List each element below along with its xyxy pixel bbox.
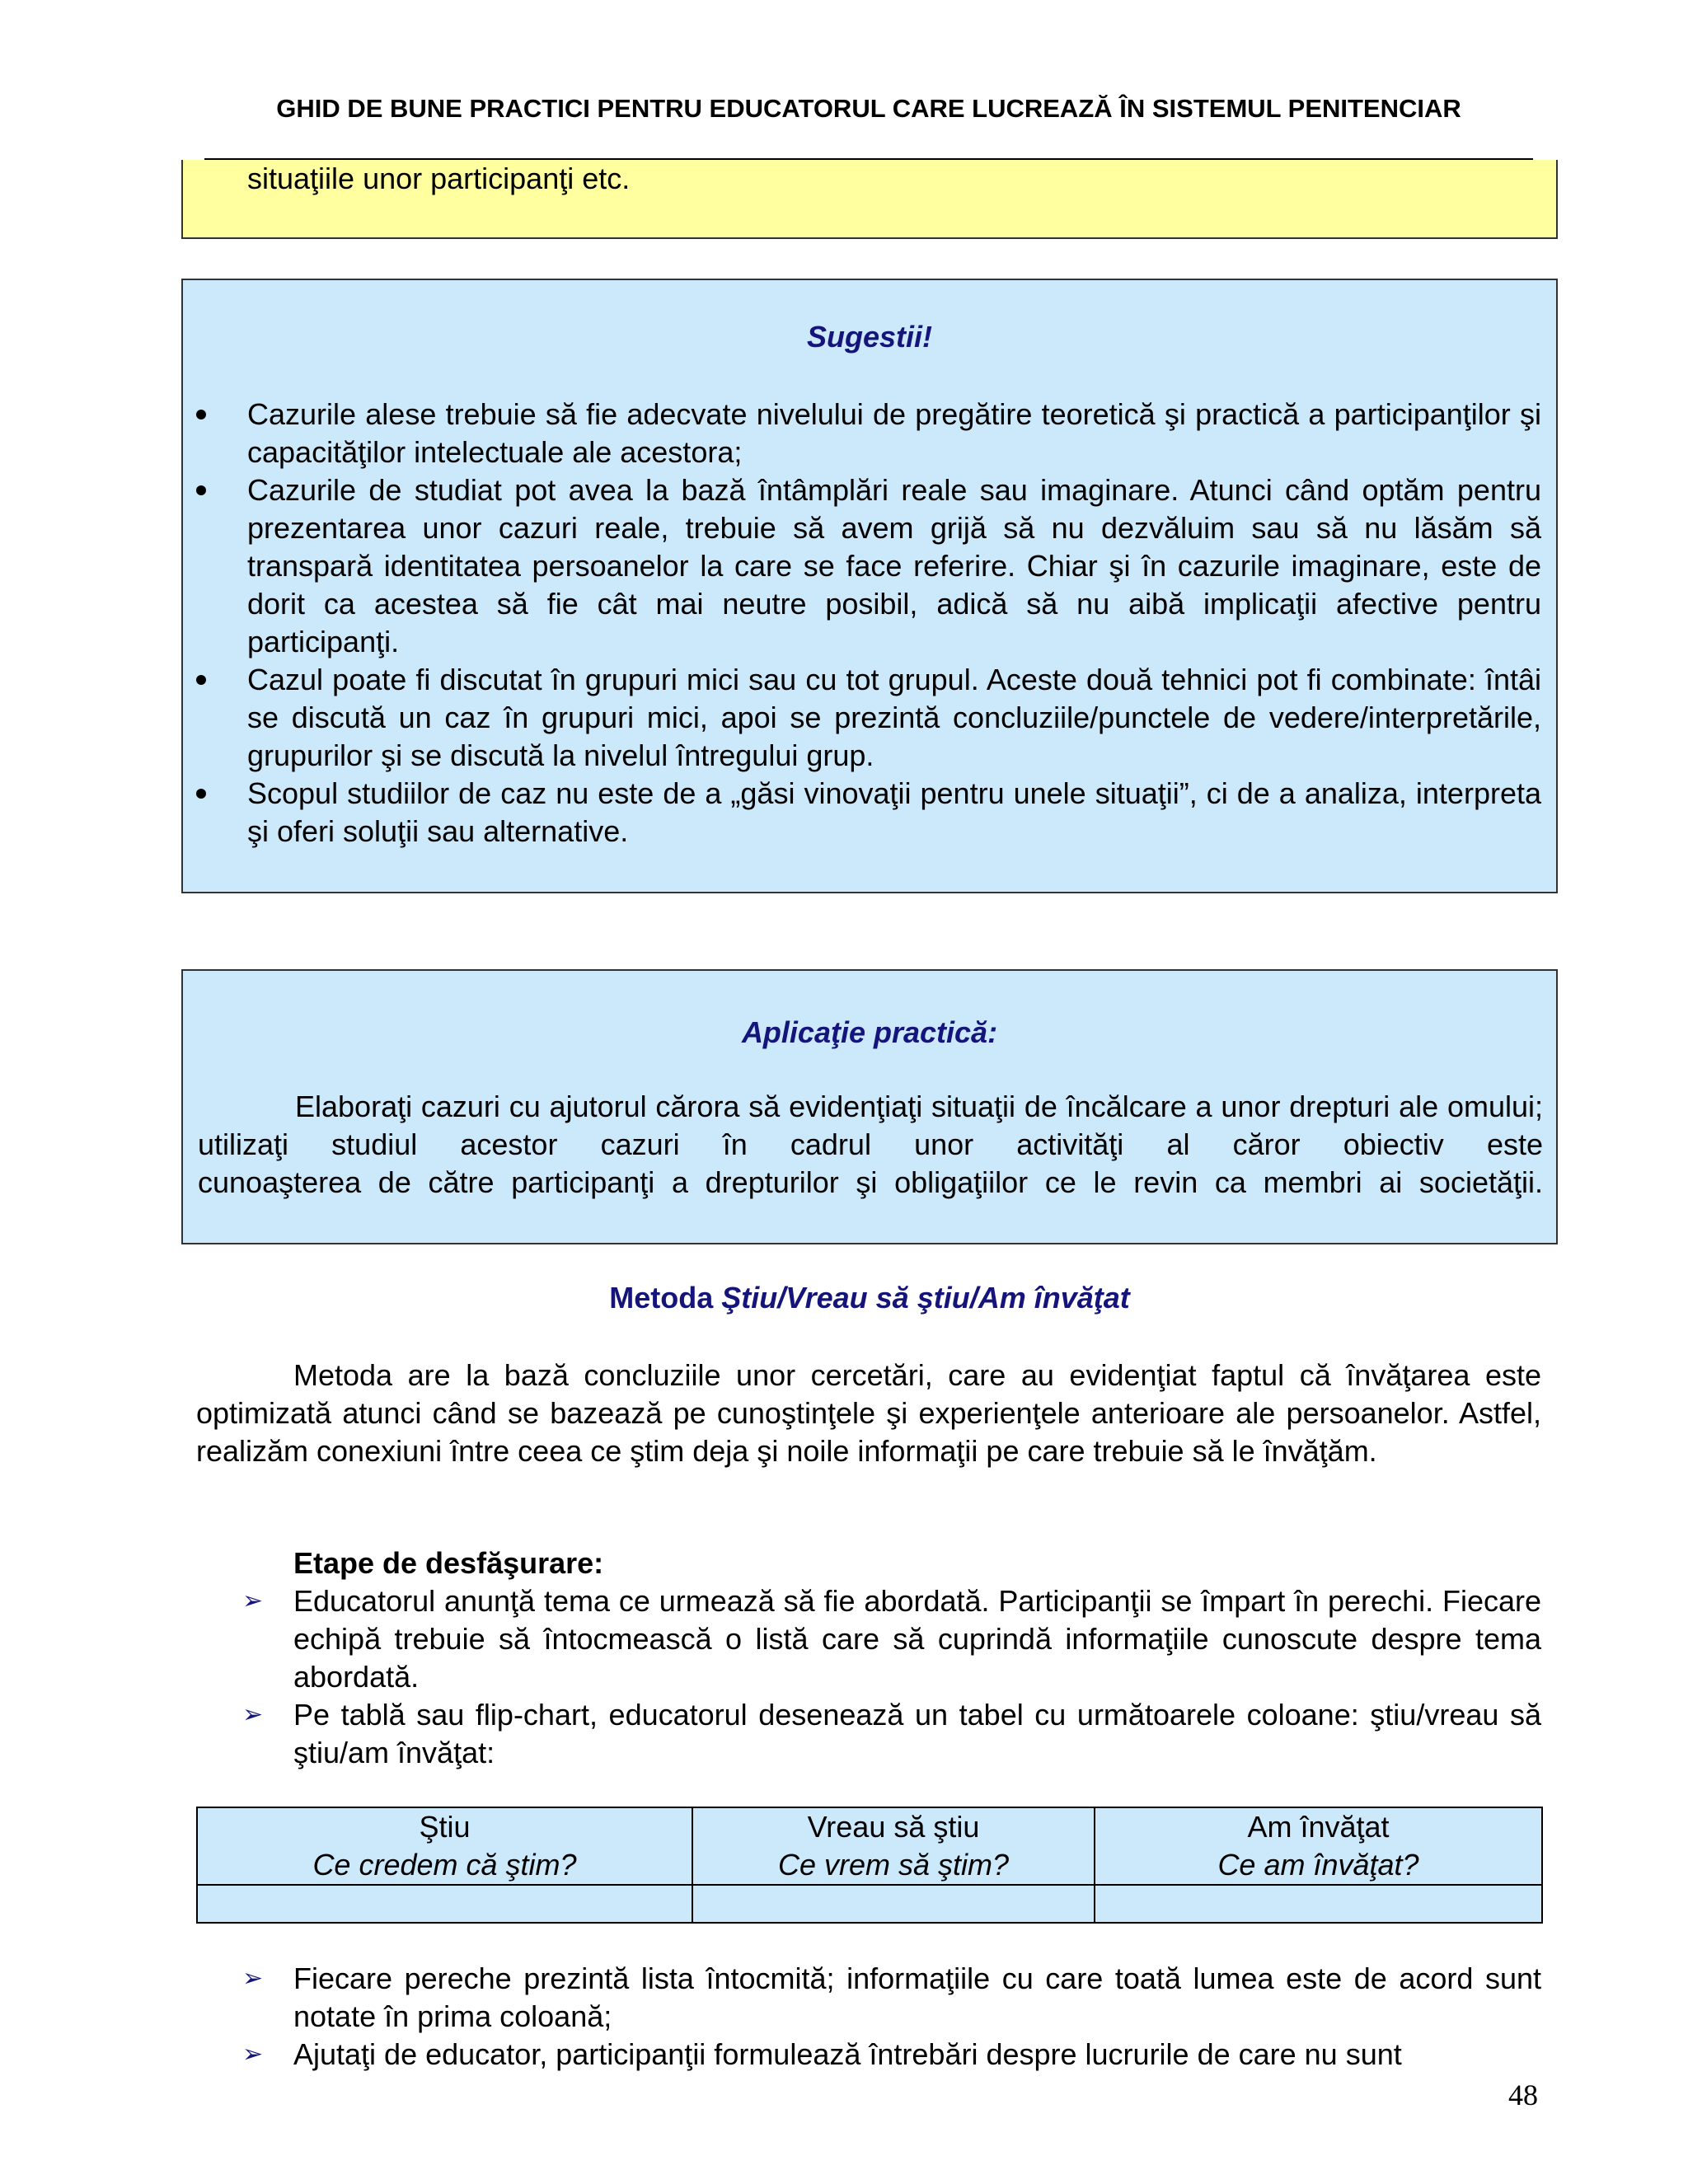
kwl-empty-cell (692, 1885, 1095, 1923)
kwl-column-title: Vreau să ştiu (807, 1810, 980, 1844)
practical-application-text (198, 1088, 1543, 1202)
suggestions-box (181, 279, 1558, 893)
step-text: Educatorul anunţă tema ce urmează să fie abordată. Participanţii se împart în perechi. Fiecare echipă trebuie să întocmească o listă care să cuprindă informaţiile cunoscute despre tema abordată. (293, 1584, 1541, 1694)
suggestion-text: Cazurile alese trebuie să fie adecvate nivelului de pregătire teoretică şi practică a participanţilor şi capacităţilor intelectuale ale acestora; (247, 397, 1541, 469)
yellow-note-box (181, 160, 1558, 239)
bullet-dot-icon (196, 789, 206, 799)
step-text: Pe tablă sau flip-chart, educatorul desenează un tabel cu următoarele coloane: ştiu/vreau să ştiu/am învăţat: (293, 1698, 1541, 1769)
suggestion-item (183, 775, 1541, 851)
section-title (181, 1279, 1558, 1317)
kwl-column-header (692, 1807, 1095, 1885)
step-item (239, 2036, 1541, 2074)
suggestion-item (183, 396, 1541, 471)
practical-application-text-last: cunoaşterea de către participanţi a drepturilor şi obligaţiilor ce le revin ca membri ai societăţii. (198, 1165, 1543, 1199)
step-item (239, 1582, 1541, 1696)
kwl-column-header (1095, 1807, 1542, 1885)
practical-application-box (181, 969, 1558, 1244)
bullet-dot-icon (196, 485, 206, 495)
page-header: GHID DE BUNE PRACTICI PENTRU EDUCATORUL CARE LUCREAZĂ ÎN SISTEMUL PENITENCIAR (276, 94, 1461, 123)
kwl-column-subtitle: Ce am învăţat? (1217, 1848, 1419, 1882)
arrow-bullet-icon: ➢ (242, 1964, 264, 1993)
arrow-bullet-icon: ➢ (242, 2040, 264, 2069)
suggestion-item (183, 661, 1541, 775)
yellow-note-text: situaţiile unor participanţi etc. (247, 162, 631, 195)
bullet-dot-icon (196, 675, 206, 685)
step-item (239, 1696, 1541, 1772)
kwl-table (196, 1807, 1543, 1924)
arrow-bullet-icon: ➢ (242, 1700, 264, 1729)
steps-list-after-table (239, 1960, 1541, 2074)
kwl-column-subtitle: Ce vrem să ştim? (777, 1848, 1010, 1882)
kwl-column-subtitle: Ce credem că ştim? (312, 1848, 577, 1882)
kwl-empty-cell (197, 1885, 692, 1923)
stages-label: Etape de desfăşurare: (293, 1546, 604, 1580)
step-text: Ajutaţi de educator, participanţii formulează întrebări despre lucrurile de care nu sunt (293, 2037, 1402, 2071)
kwl-empty-cell (1095, 1885, 1542, 1923)
suggestion-text: Scopul studiilor de caz nu este de a „găsi vinovaţii pentru unele situaţii”, ci de a analiza, interpreta şi oferi soluţii sau alternative. (247, 776, 1541, 848)
steps-list-before-table (239, 1582, 1541, 1772)
suggestion-text: Cazurile de studiat pot avea la bază întâmplări reale sau imaginare. Atunci când optăm pentru prezentarea unor cazuri reale, trebuie să avem grijă să nu dezvăluim sau să nu lăsăm să transpară identitatea persoanelor la care se face referire. Chiar şi în cazurile imaginare, este de dorit ca acestea să fie cât mai neutre posibil, adică să nu aibă implicaţii afective pentru participanţi. (247, 473, 1541, 658)
suggestion-item (183, 471, 1541, 661)
step-item (239, 1960, 1541, 2036)
kwl-header-row (197, 1807, 1542, 1885)
page-number: 48 (1508, 2079, 1538, 2111)
section-title-prefix: Metoda (609, 1281, 722, 1315)
kwl-column-header (197, 1807, 692, 1885)
suggestion-text: Cazul poate fi discutat în grupuri mici sau cu tot grupul. Aceste două tehnici pot fi combinate: întâi se discută un caz în grupuri mici, apoi se prezintă concluziile/punctele de vedere/interpretările, grupurilor şi se discută la nivelul întregului grup. (247, 663, 1541, 772)
practical-application-title: Aplicaţie practică: (741, 1015, 998, 1049)
kwl-column-title: Am învăţat (1247, 1810, 1390, 1844)
arrow-bullet-icon: ➢ (242, 1586, 264, 1615)
kwl-empty-row (197, 1885, 1542, 1923)
kwl-column-title: Ştiu (419, 1810, 471, 1844)
suggestions-list (183, 396, 1541, 851)
step-text: Fiecare pereche prezintă lista întocmită; informaţiile cu care toată lumea este de acord sunt notate în prima coloană; (293, 1961, 1541, 2033)
practical-application-text-main: Elaboraţi cazuri cu ajutorul cărora să evidenţiaţi situaţii de încălcare a unor drepturi ale omului; utilizaţi studiul acestor cazuri în cadrul unor activităţi al căror obiectiv este (198, 1090, 1543, 1161)
bullet-dot-icon (196, 410, 206, 419)
section-title-italic: Ştiu/Vreau să ştiu/Am învăţat (721, 1281, 1130, 1315)
suggestions-title: Sugestii! (806, 320, 932, 354)
section-intro-paragraph: Metoda are la bază concluziile unor cercetări, care au evidenţiat faptul că învăţarea este optimizată atunci când se bazează pe cunoştinţele şi experienţele anterioare ale persoanelor. Astfel, realizăm conexiuni între ceea ce ştim deja şi noile informaţii pe care trebuie să le învăţăm. (196, 1358, 1541, 1468)
